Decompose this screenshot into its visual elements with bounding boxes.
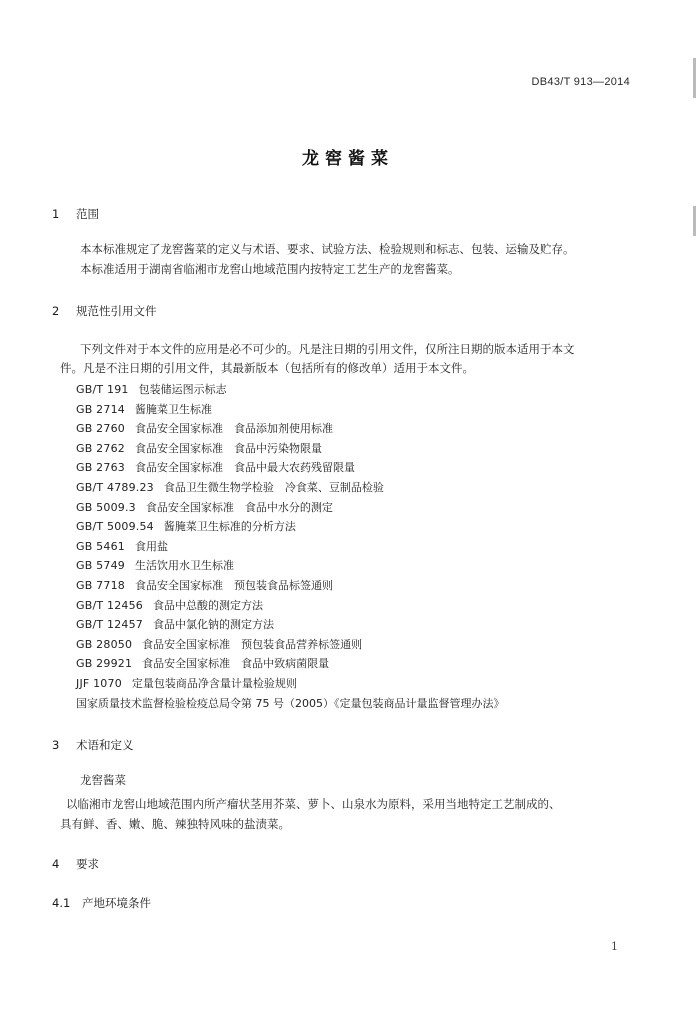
reference-code: GB/T 4789.23 <box>76 480 154 494</box>
reference-code: GB 2714 <box>76 402 125 416</box>
reference-title: 食品安全国家标准 食品添加剂使用标准 <box>134 422 333 436</box>
section-4-1-title: 产地环境条件 <box>82 896 151 910</box>
section-2-number: 2 <box>52 304 60 318</box>
section-4-1-heading <box>52 895 151 911</box>
reference-item <box>76 615 504 635</box>
standard-code: DB43/T 913—2014 <box>531 76 630 88</box>
reference-title: 食品中总酸的测定方法 <box>153 598 263 612</box>
reference-code: GB 7718 <box>76 578 125 592</box>
section-4-number: 4 <box>52 857 60 871</box>
reference-title: 食品安全国家标准 预包装食品标签通则 <box>134 578 333 592</box>
reference-code: GB 2763 <box>76 461 125 475</box>
reference-item <box>76 380 504 400</box>
reference-item <box>76 439 504 459</box>
reference-item <box>76 556 504 576</box>
reference-title: 食品卫生微生物学检验 冷食菜、豆制品检验 <box>163 480 384 494</box>
term-name: 龙窖酱菜 <box>80 773 126 787</box>
reference-item <box>76 419 504 439</box>
reference-title: 食品安全国家标准 食品中污染物限量 <box>134 441 322 455</box>
reference-code: JJF 1070 <box>76 676 122 690</box>
reference-title: 食品安全国家标准 食品中最大农药残留限量 <box>134 461 355 475</box>
section-2-title: 规范性引用文件 <box>76 304 157 318</box>
reference-last-line: 国家质量技术监督检验检疫总局令第 75 号（2005）《定量包装商品计量监督管理办法》 <box>76 696 505 710</box>
reference-code: GB/T 191 <box>76 383 129 396</box>
reference-code: GB/T 12457 <box>76 618 143 632</box>
reference-item <box>76 458 504 478</box>
reference-code: GB 5461 <box>76 539 125 553</box>
page-number: 1 <box>611 940 618 953</box>
reference-code: GB 5749 <box>76 559 125 573</box>
reference-title: 食品安全国家标准 预包装食品营养标签通则 <box>142 637 363 651</box>
reference-code: GB 5009.3 <box>76 500 136 514</box>
document-title: 龙窖酱菜 <box>302 149 394 169</box>
section-1-heading <box>52 206 99 222</box>
reference-code: GB/T 5009.54 <box>76 520 154 534</box>
term-definition-line-2: 具有鲜、香、嫩、脆、辣独特风味的盐渍菜。 <box>60 817 290 831</box>
scope-paragraph-2: 本标准适用于湖南省临湘市龙窖山地域范围内按特定工艺生产的龙窖酱菜。 <box>80 262 460 276</box>
reference-code: GB/T 12456 <box>76 598 143 612</box>
section-4-title: 要求 <box>76 857 99 871</box>
reference-item <box>76 400 504 420</box>
section-1-title: 范围 <box>76 207 99 221</box>
reference-item <box>76 478 504 498</box>
refs-intro-line-1: 下列文件对于本文件的应用是必不可少的。凡是注日期的引用文件，仅所注日期的版本适用于本文 <box>80 342 575 356</box>
reference-title: 生活饮用水卫生标准 <box>134 559 234 573</box>
reference-title: 包装储运图示标志 <box>138 383 227 396</box>
reference-item <box>76 537 504 557</box>
reference-title: 酱腌菜卫生标准 <box>134 402 212 416</box>
reference-item <box>76 635 504 655</box>
section-2-heading <box>52 303 157 319</box>
section-4-heading <box>52 856 99 872</box>
reference-item <box>76 674 504 694</box>
reference-title: 食品中氯化钠的测定方法 <box>153 618 274 632</box>
reference-title: 食品安全国家标准 食品中水分的测定 <box>145 500 333 514</box>
reference-title: 定量包装商品净含量计量检验规则 <box>131 676 297 690</box>
reference-title: 食品安全国家标准 食品中致病菌限量 <box>142 657 330 671</box>
scope-paragraph-1: 本本标准规定了龙窖酱菜的定义与术语、要求、试验方法、检验规则和标志、包装、运输及贮存。 <box>80 242 575 256</box>
term-definition-line-1: 以临湘市龙窖山地域范围内所产瘤状茎用芥菜、萝卜、山泉水为原料，采用当地特定工艺制成的、 <box>66 797 561 811</box>
section-4-1-number: 4.1 <box>52 896 71 910</box>
section-3-title: 术语和定义 <box>76 738 134 752</box>
section-3-number: 3 <box>52 738 60 752</box>
reference-item <box>76 596 504 616</box>
reference-title: 酱腌菜卫生标准的分析方法 <box>163 520 296 534</box>
section-1-number: 1 <box>52 207 60 221</box>
reference-item <box>76 654 504 674</box>
reference-code: GB 28050 <box>76 637 133 651</box>
reference-code: GB 2760 <box>76 422 125 436</box>
reference-code: GB 29921 <box>76 657 133 671</box>
reference-list <box>76 380 504 713</box>
reference-code: GB 2762 <box>76 441 125 455</box>
reference-item <box>76 498 504 518</box>
refs-intro-line-2: 件。凡是不注日期的引用文件，其最新版本（包括所有的修改单）适用于本文件。 <box>60 361 474 375</box>
reference-item <box>76 517 504 537</box>
section-3-heading <box>52 737 134 753</box>
reference-title: 食用盐 <box>134 539 168 553</box>
reference-item <box>76 576 504 596</box>
